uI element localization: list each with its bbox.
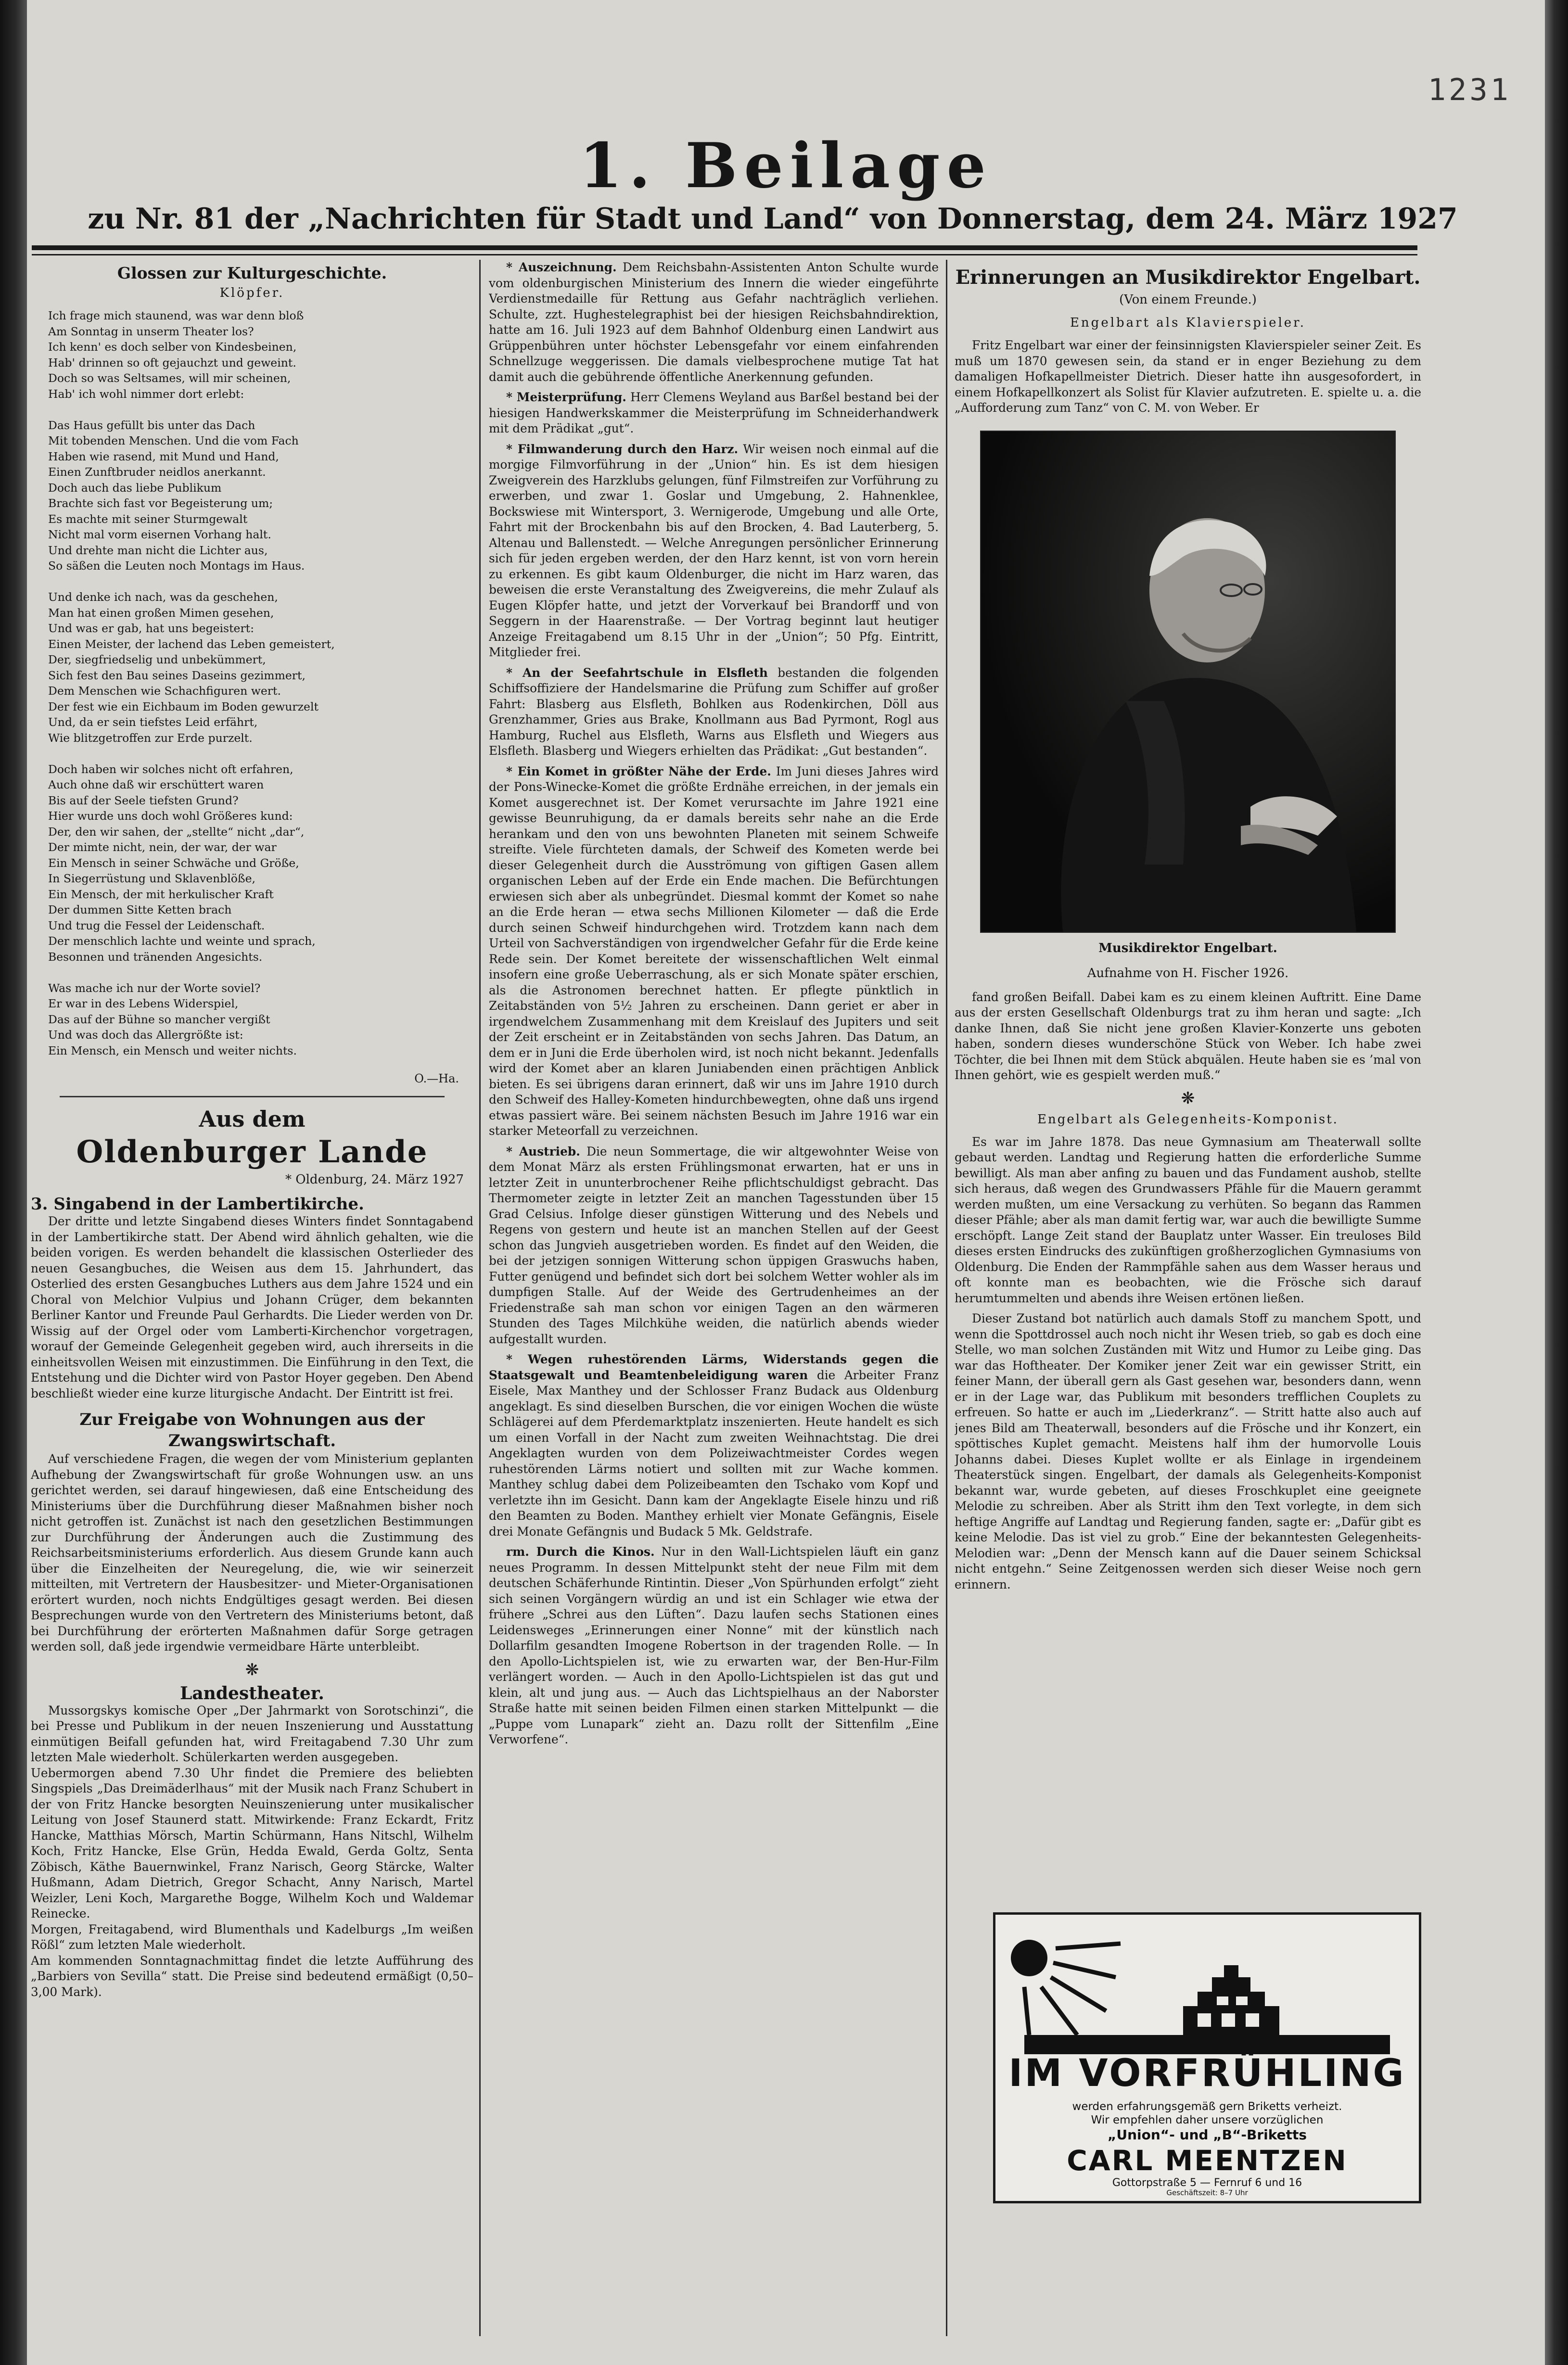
brikett-advertisement [993,1912,1421,2203]
sun-icon [1011,1940,1047,1976]
article-title-engelbart: Erinnerungen an Musikdirektor Engelbart. [955,266,1421,289]
section-dateline: * Oldenburg, 24. März 1927 [285,1172,464,1187]
advert-line2: Wir empfehlen daher unsere vorzüglichen [1091,2114,1324,2126]
advert-company: CARL MEENTZEN [1067,2144,1348,2177]
article-paragraph: Es war im Jahre 1878. Das neue Gymnasium am Theaterwall sollte gebaut werden. Landtag und Regierung hatten die erforderliche Summe bewilligt. Als man aber anfing zu bauen und das Fundament aushob, stellte sich heraus, daß wegen des Grundwassers Pfähle für die Mauern gerammt werden mußten, um eine Versackung zu verhüten. So begann das Rammen dieser Pfähle; aber als man damit fertig war, war auch die bewilligte Summe erschöpft. Lange Zeit stand der Bauplatz unter Wasser. Ein treuloses Bild dieses ersten Eindrucks des zukünftigen großherzoglichen Gymnasiums von Oldenburg. Die Enden der Rammpfähle sahen aus dem Wasser heraus und oft konnte man es beobachten, wie die Frösche sich darauf herumtummelten und abends ihre Weisen ertönen ließen. [955,1134,1421,1305]
section2-title: Engelbart als Gelegenheits-Komponist. [1037,1112,1339,1127]
article-body-singabend: Der dritte und letzte Singabend dieses Winters findet Sonntagabend in der Lambertikirche statt. Der Abend wird ähnlich gehalten, wie die beiden vorigen. Es werden behandelt die klassischen Osterlieder des neuen Gesangbuches, die Weisen aus dem 15. Jahrhundert, das Osterlied des ersten Gesangbuches Luthers aus dem Jahre 1524 und ein Choral von Melchior Vulpius und Johann Crüger, dem bekannten Berliner Kantor und Freunde Paul Gerhardts. Die Lieder werden von Dr. Wissig auf der Orgel oder vom Lamberti-Kirchenchor vorgetragen, worauf der Gemeinde Gelegenheit gegeben wird, auch ihrerseits in die einheitsvollen Weisen mit einzustimmen. Die Einführung in den Text, die Entstehung und die Dichter wird von Pastor Hoyer gegeben. Den Abend beschließt wieder eine kurze liturgische Andacht. Der Eintritt ist frei. [31,1214,473,1400]
column-divider-2 [946,260,947,2336]
column-middle [489,260,939,2336]
article-paragraph: fand großen Beifall. Dabei kam es zu einem kleinen Auftritt. Eine Dame aus der ersten Gesellschaft Oldenburgs trat zu ihm heran und sagte: „Ich danke Ihnen, daß Sie nicht jene großen Klavier-Konzerte uns geboten haben, sondern dieses wunderschöne Stück von Weber. Ich habe zwei Töchter, die bei Ihnen mit dem Stück abquälen. Heute haben sie es ’mal von Ihnen gehört, wie es gespielt werden muß.“ [955,990,1421,1082]
poem-signature: O.—Ha. [414,1072,459,1085]
portrait-photo [980,431,1396,933]
news-item: * Austrieb. Die neun Sommertage, die wir altgewohnter Weise von dem Monat März als ersten Frühlingsmonat erwarten, hat er uns in letzter Zeit in ununterbrochener Reihe pflichtschuldigst gebracht. Das Thermometer zeigte in letzter Zeit an manchen Tagesstunden über 15 Grad Celsius. Infolge dieser günstigen Witterung und des Nebels und Regens von gestern und heute ist an manchen Stellen auf der Geest schon das Jungvieh ausgetrieben worden. Es findet auf den Weiden, die bei der jetzigen sonnigen Witterung schon üppigen Graswuchs haben, Futter genügend und befindet sich dort bei solchem Wetter wohler als im dumpfigen Stalle. Auf der Weide des Gertrudenheimes an der Friedenstraße sah man schon vor einigen Tagen an den wärmeren Stunden des Tages Milchkühe weiden, die natürlich abends wieder aufgestallt wurden. [489,1144,939,1346]
scan-right-edge [1545,0,1568,2365]
advert-line1: werden erfahrungsgemäß gern Briketts verheizt. [1072,2100,1342,2113]
article-title-landestheater: Landestheater. [180,1683,324,1704]
separator-star: ❋ [1181,1088,1195,1108]
news-item: * Wegen ruhestörenden Lärms, Widerstands gegen die Staatsgewalt und Beamtenbeleidigung waren die Arbeiter Franz Eisele, Max Manthey und der Schlosser Franz Budack aus Oldenburg angeklagt. Es sind dieselben Burschen, die vor einigen Wochen die wüste Schlägerei auf dem Pferdemarktplatz inszenierten. Heute handelt es sich um einen Vorfall in der Nacht zum zweiten Weihnachtstag. Die drei Angeklagten wurden von dem Polizeiwachtmeister Cordes wegen ruhestörenden Lärms notiert und sollten mit zur Wache kommen. Manthey schlug dabei dem Polizeibeamten den Tschako vom Kopf und verletzte ihn im Gesicht. Dann kam der Angeklagte Eisele hinzu und riß den Beamten zu Boden. Manthey erhielt vier Monate Gefängnis, Eisele drei Monate Gefängnis und Budack 5 Mk. Geldstrafe. [489,1352,939,1539]
poem-title: Glossen zur Kulturgeschichte. [117,264,387,282]
article-intro: Fritz Engelbart war einer der feinsinnigsten Klavierspieler seiner Zeit. Es muß um 1870 gewesen sein, da stand er in enger Beziehung zu dem damaligen Hofkapellmeister Dietrich. Dieser hatte ihn ausgesofordert, in einem Hofkapellkonzert als Solist für Klavier aufzutreten. E. spielte u. a. die „Aufforderung zum Tanz“ von C. M. von Weber. Er [955,338,1421,415]
portrait-image [981,432,1395,932]
news-item: * Meisterprüfung. Herr Clemens Weyland aus Barßel bestand bei der hiesigen Handwerkskammer die Meisterprüfung im Schneiderhandwerk mit dem Prädikat „gut“. [489,390,939,435]
scan-left-edge [0,0,27,2365]
header-rule [32,245,1417,250]
page-number: 1231 [1428,72,1511,107]
section-title-small: Aus dem [199,1106,306,1132]
article-body-landestheater: Mussorgskys komische Oper „Der Jahrmarkt von Sorotschinzi“, die bei Presse und Publikum in der neuen Inszenierung und Ausstattung einmütigen Beifall gefunden hat, wird Freitagabend 7.30 Uhr zum letzten Male wiederholt. Schülerkarten werden ausgegeben. Uebermorgen abend 7.30 Uhr findet die Premiere des beliebten Singspiels „Das Dreimäderlhaus“ mit der Musik nach Franz Schubert in der von Fritz Hancke besorgten Neuinszenierung unter musikalischer Leitung von Josef Staunerd statt. Mitwirkende: Franz Eckardt, Fritz Hancke, Matthias Mörsch, Martin Schürmann, Hans Nitschl, Wilhelm Koch, Fritz Hancke, Else Grün, Hedda Ewald, Gerda Goltz, Senta Zöbisch, Käthe Bauernwinkel, Franz Narisch, Georg Stärcke, Walter Hußmann, Adam Dietrich, Gregor Schacht, Anny Narisch, Martel Weizler, Leni Koch, Margarethe Bogge, Wilhelm Koch und Waldemar Reinecke. Morgen, Freitagabend, wird Blumenthals und Kadelburgs „Im weißen Rößl“ zum letzten Male wiederholt. Am kommenden Sonntagnachmittag findet die letzte Aufführung des „Barbiers von Sevilla“ statt. Die Preise sind bedeutend ermäßigt (0,50–3,00 Mark). [31,1703,473,1999]
article-title-singabend: 3. Singabend in der Lambertikirche. [31,1195,364,1214]
section-title: Oldenburger Lande [76,1134,428,1170]
poem-text: Ich frage mich staunend, was war denn bloß Am Sonntag in unserm Theater los? Ich kenn' es doch selber von Kindesbeinen, Hab' drinnen so oft gejauchzt und geweint. Doch so was Seltsames, will mir scheinen, Hab' ich wohl nimmer dort erlebt: Das Haus gefüllt bis unter das Dach Mit tobenden Menschen. Und die vom Fach Haben wie rasend, mit Mund und Hand, Einen Zunftbruder neidlos anerkannt. Doch auch das liebe Publikum Brachte sich fast vor Begeisterung um; Es machte mit seiner Sturmgewalt Nicht mal vorm eisernen Vorhang halt. Und drehte man nicht die Lichter aus, So säßen die Leuten noch Montags im Haus. Und denke ich nach, was da geschehen, Man hat einen großen Mimen gesehen, Und was er gab, hat uns begeistert: Einen Meister, der lachend das Leben gemeistert, Der, siegfriedselig und unbekümmert, Sich fest den Bau seines Daseins gezimmert, Dem Menschen wie Schachfiguren wert. Der fest wie ein Eichbaum im Boden gewurzelt Und, da er sein tiefstes Leid erfährt, Wie blitzgetroffen zur Erde purzelt. Doch haben wir solches nicht oft erfahren, Auch ohne daß wir erschüttert waren Bis auf der Seele tiefsten Grund? Hier wurde uns doch wohl Größeres kund: Der, den wir sahen, der „stellte“ nicht „dar“, Der mimte nicht, nein, der war, der war Ein Mensch in seiner Schwäche und Größe, In Siegerrüstung und Sklavenblöße, Ein Mensch, der mit herkulischer Kraft Der dummen Sitte Ketten brach Und trug die Fessel der Leidenschaft. Der menschlich lachte und weinte und sprach, Besonnen und tränenden Angesichts. Was mache ich nur der Worte soviel? Er war in des Lebens Widerspiel, Das auf der Bühne so mancher vergißt Und was doch das Allergrößte ist: Ein Mensch, ein Mensch und weiter nichts. [48,309,335,1057]
section-rule [60,1096,445,1097]
news-item: * Ein Komet in größter Nähe der Erde. Im Juni dieses Jahres wird der Pons-Winecke-Komet die größte Erdnähe erreichen, in der jemals ein Komet ausgerechnet ist. Der Komet verursachte im Jahre 1921 eine gewisse Beunruhigung, da er damals bereits sehr nahe an die Erde herankam und den von uns bewohnten Planeten mit seinem Schweife streifte. Viele fürchteten damals, der Schweif des Kometen werde bei dieser Gelegenheit durch die Ausströmung von giftigen Gasen allem organischen Leben auf der Erde ein Ende machen. Die Befürchtungen erwiesen sich aber als unbegründet. Diesmal kommt der Komet so nahe an die Erde heran — etwa sechs Millionen Kilometer — daß die Erde durch seinen Schweif hindurchgehen wird. Trotzdem kann nach dem Urteil von Sachverständigen von irgendwelcher Gefahr für die Erde keine Rede sein. Der Komet bereitete der wissenschaftlichen Welt einmal insofern eine große Ueberraschung, als er sich Monate später erschien, als die Astronomen berechnet hatten. Er pflegte pünktlich in Zeitabständen von 5½ Jahren zu erscheinen. Dann geriet er aber in irgendwelchem Zusammenhang mit dem Kreislauf des Jupiters und seit der Zeit erscheint er in Zeitabständen von sechs Jahren. Das Datum, an dem er in Juni die Erde überholen wird, ist noch nicht bekannt. Jedenfalls wird der Komet aber an klaren Juniabenden einen prächtigen Anblick bieten. Es sei übrigens daran erinnert, daß wir uns im Jahre 1910 durch den Schweif des Halley-Kometen hindurchbewegten, ohne daß uns irgend etwas passiert wäre. Bei seinem nächsten Besuch im Jahre 1916 war ein starker Meteorfall zu verzeichnen. [489,764,939,1138]
news-item: * An der Seefahrtschule in Elsfleth bestanden die folgenden Schiffsoffiziere der Handelsmarine die Prüfung zum Schiffer auf großer Fahrt: Blasberg aus Elsfleth, Bohlken aus Rodenkirchen, Döll aus Grenzhammer, Gries aus Brake, Knollmann aus Bad Pyrmont, Rogl aus Hamburg, Ruchel aus Elsfleth, Warns aus Elsfleth und Wiegers aus Elsfleth. Blasberg und Wiegers erhielten das Prädikat: „Gut bestanden“. [489,665,939,758]
news-item: * Auszeichnung. Dem Reichsbahn-Assistenten Anton Schulte wurde vom oldenburgischen Ministerium des Innern die wieder eingeführte Verdienstmedaille für Rettung aus Gefahr nachträglich verliehen. Schulte, zzt. Hughestelegraphist bei der hiesigen Reichsbahndirektion, hatte am 16. Juli 1923 auf dem Bahnhof Oldenburg einen Landwirt aus Grüppenbühren unter höchster Lebensgefahr vor einem einfahrenden Schnellzuge weggerissen. Die damals vielbesprochene mutige Tat hat damit auch die gebührende öffentliche Anerkennung gefunden. [489,260,939,384]
poem-author: Klöpfer. [219,286,285,300]
photo-credit: Aufnahme von H. Fischer 1926. [1087,966,1289,980]
house-icon [1024,1965,1390,2054]
news-item: rm. Durch die Kinos. Nur in den Wall-Lichtspielen läuft ein ganz neues Programm. In dessen Mittelpunkt steht der neue Film mit dem deutschen Schäferhunde Rintintin. Dieser „Von Spürhunden erfolgt“ zieht sich seinen Vorgängern würdig an und ist ein Schlager wie etwa der frühere „Schrei aus den Lüften“. Dazu laufen sechs Stationen eines Leidensweges „Erinnerungen einer Nonne“ mit der künstlich nach Dollarfilm gesandten Imogene Robertson in der tragenden Rolle. — In den Apollo-Lichtspielen ist, wie zu erwarten war, der Ben-Hur-Film verlängert worden. — Auch in den Apollo-Lichtspielen ist das gut und klein, alt und jung aus. — Auch das Lichtspielhaus an der Naborster Straße hatte mit seinen beiden Filmen einen starken Mittelpunkt — die „Puppe vom Lunapark“ zieht an. Dazu rollt der Sittenfilm „Eine Verworfene“. [489,1545,939,1746]
supplement-subtitle: zu Nr. 81 der „Nachrichten für Stadt und Land“ von Donnerstag, dem 24. März 1927 [88,202,1458,236]
article-subtitle: (Von einem Freunde.) [1119,292,1257,307]
article-paragraph: Dieser Zustand bot natürlich auch damals Stoff zu manchem Spott, und wenn die Spottdrossel auch noch nicht ihr Wesen trieb, so gab es doch eine Stelle, wo man solchen Zuständen mit Witz und Humor zu Leibe ging. Das war das Hoftheater. Der Komiker jener Zeit war ein gewisser Stritt, ein feiner Mann, der überall gern als Gast gesehen war, besonders dann, wenn er in der Lage war, das Publikum mit besonders trefflichen Couplets zu erfreuen. So hatte er auch im „Liederkranz“. — Stritt hatte also auch auf jenes Bild am Theaterwall, besonders auf die Frösche und ihr Konzert, ein spöttisches Kuplet gemacht. Meistens half ihm der humorvolle Louis Johanns dabei. Dieses Kuplet wollte er als Einlage in irgendeinem Theaterstück singen. Engelbart, der damals als Gelegenheits-Komponist bekannt war, wurde gebeten, auf dieses Froschkuplet eine geeignete Melodie zu schreiben. Aber als Stritt ihm den Text vorlegte, in dem sich heftige Angriffe auf Landtag und Regierung fanden, sagte er: „Dafür gibt es keine Melodie. Das ist viel zu grob.“ Eine der bekanntesten Gelegenheits-Melodien war: „Denn der Mensch kann auf die Dauer seinem Schicksal nicht entgehn.“ Seine Zeitgenossen werden sich dieser Weise noch gern erinnern. [955,1311,1421,1591]
article-kicker: Engelbart als Klavierspieler. [1070,316,1306,330]
article-body-wohnungen: Auf verschiedene Fragen, die wegen der vom Ministerium geplanten Aufhebung der Zwangswirtschaft für große Wohnungen usw. an uns gerichtet werden, sei darauf hingewiesen, daß eine Entscheidung des Ministeriums über die Durchführung dieser Maßnahmen bisher noch nicht getroffen ist. Zunächst ist nach den gesetzlichen Bestimmungen zur Durchführung der Änderungen auch die Zustimmung des Reichsarbeitsministeriums erforderlich. Aus diesem Grunde kann auch über die Einzelheiten der Neuregelung, die, wie wir seinerzeit mitteilten, mit Vertretern der Hausbesitzer- und Mieter-Organisationen erörtert wurden, noch nichts Endgültiges gesagt werden. Bei diesen Besprechungen wurde von den Vertretern des Ministeriums betont, daß bei Durchführung der erörterten Maßnahmen dafür Sorge getragen werden soll, daß jede irgendwie vermeidbare Härte unterbleibt. [31,1452,473,1653]
photo-caption: Musikdirektor Engelbart. [1098,941,1277,955]
separator-star: ❋ [245,1660,259,1679]
newspaper-page [27,0,1545,2365]
advert-address: Gottorpstraße 5 — Fernruf 6 und 16 [1112,2177,1302,2189]
column-divider-1 [479,260,481,2336]
column-left [31,260,473,2336]
news-item: * Filmwanderung durch den Harz. Wir weisen noch einmal auf die morgige Filmvorführung in der „Union“ hin. Es ist dem hiesigen Zweigverein des Harzklubs gelungen, fünf Filmstreifen zur Vorführung zu erwerben, und zwar 1. Goslar und Umgebung, 2. Hahnenklee, Bockswiese mit Wintersport, 3. Wernigerode, Umgebung und alle Orte, Fahrt mit der Brockenbahn bis auf den Brocken, 4. Bad Lauterberg, 5. Altenau und Ballenstedt. — Welche Anregungen persönlicher Erinnerung sich für jeden ergeben werden, der den Harz kennt, ist von vorn herein zu erkennen. Es gibt kaum Oldenburger, die nicht im Harz waren, das beweisen die erste Veranstaltung des Zweigvereins, die mehr Zulauf als Eugen Klöpfer hatte, und jetzt der Vorverkauf bei Brandorff und von Seggern in der Haarenstraße. — Der Vortrag beginnt laut heutiger Anzeige Freitagabend um 8.15 Uhr in der „Union“; 50 Pfg. Eintritt, Mitglieder frei. [489,442,939,659]
supplement-title: 1. Beilage [579,130,993,202]
article-title-wohnungen: Zur Freigabe von Wohnungen aus der Zwangswirtschaft. [79,1410,425,1450]
advert-line3: „Union“- und „B“-Briketts [1107,2127,1307,2143]
header-rule-thin [32,254,1417,255]
advert-headline: IM VORFRÜHLING [1008,2052,1406,2095]
advert-hours: Geschäftszeit: 8–7 Uhr [1166,2188,1248,2197]
